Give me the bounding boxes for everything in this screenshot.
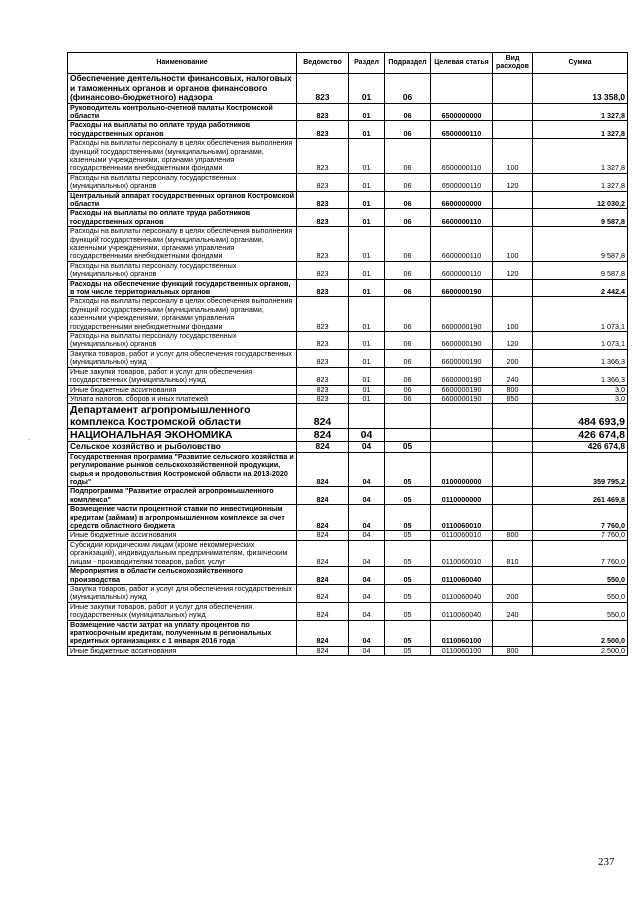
table-row xyxy=(68,620,628,646)
cell-sum: 550,0 xyxy=(533,602,628,620)
cell-sum: 1 366,3 xyxy=(533,367,628,385)
cell-dept: 823 xyxy=(297,367,349,385)
cell-section: 04 xyxy=(349,567,385,585)
cell-subsection: 06 xyxy=(385,385,431,394)
table-row xyxy=(68,121,628,139)
cell-section: 01 xyxy=(349,367,385,385)
cell-name: Иные бюджетные ассигнования xyxy=(68,646,297,655)
table-row xyxy=(68,297,628,332)
cell-sum: 13 358,0 xyxy=(533,74,628,104)
cell-subsection: 05 xyxy=(385,567,431,585)
cell-subsection: 06 xyxy=(385,332,431,350)
cell-subsection: 06 xyxy=(385,139,431,174)
cell-exp-type xyxy=(493,452,533,487)
cell-section: 01 xyxy=(349,139,385,174)
cell-name: Возмещение части затрат на уплату процентов по краткосрочным кредитам, полученным в региональных кредитных организациях с 1 января 2016 года xyxy=(68,620,297,646)
cell-sum: 9 587,8 xyxy=(533,227,628,262)
cell-subsection xyxy=(385,429,431,442)
cell-name: Расходы на выплаты персоналу государственных (муниципальных) органов xyxy=(68,173,297,191)
cell-subsection: 06 xyxy=(385,279,431,297)
cell-dept: 823 xyxy=(297,332,349,350)
cell-exp-type xyxy=(493,121,533,139)
cell-name: НАЦИОНАЛЬНАЯ ЭКОНОМИКА xyxy=(68,429,297,442)
cell-section: 01 xyxy=(349,349,385,367)
cell-name: Закупка товаров, работ и услуг для обеспечения государственных (муниципальных) нужд xyxy=(68,584,297,602)
cell-sum: 12 030,2 xyxy=(533,191,628,209)
table-row xyxy=(68,531,628,540)
cell-exp-type xyxy=(493,429,533,442)
cell-target: 0110060010 xyxy=(431,505,493,531)
cell-subsection: 06 xyxy=(385,227,431,262)
cell-sum: 1 366,3 xyxy=(533,349,628,367)
cell-subsection: 05 xyxy=(385,487,431,505)
cell-dept: 824 xyxy=(297,531,349,540)
cell-subsection: 06 xyxy=(385,191,431,209)
budget-table xyxy=(67,52,628,656)
cell-sum: 550,0 xyxy=(533,584,628,602)
cell-exp-type xyxy=(493,103,533,121)
cell-sum: 7 760,0 xyxy=(533,505,628,531)
cell-exp-type: 850 xyxy=(493,394,533,403)
cell-name: Расходы на выплаты персоналу в целях обеспечения выполнения функций государственными (муниципальными) органами, казенными учреждениями, органами управления государственными внебюджетными фондами xyxy=(68,139,297,174)
cell-target: 6500000000 xyxy=(431,103,493,121)
cell-section: 01 xyxy=(349,297,385,332)
cell-sum: 550,0 xyxy=(533,567,628,585)
cell-section: 01 xyxy=(349,173,385,191)
cell-target: 0110060040 xyxy=(431,567,493,585)
cell-section: 04 xyxy=(349,505,385,531)
cell-dept: 824 xyxy=(297,646,349,655)
cell-section: 04 xyxy=(349,452,385,487)
cell-sum: 426 674,8 xyxy=(533,429,628,442)
cell-dept: 824 xyxy=(297,540,349,566)
cell-dept: 824 xyxy=(297,602,349,620)
table-row xyxy=(68,452,628,487)
cell-subsection: 06 xyxy=(385,261,431,279)
cell-dept: 823 xyxy=(297,74,349,104)
cell-subsection: 05 xyxy=(385,602,431,620)
cell-name: Уплата налогов, сборов и иных платежей xyxy=(68,394,297,403)
header-section: Раздел xyxy=(349,53,385,74)
cell-dept: 824 xyxy=(297,620,349,646)
cell-name: Закупка товаров, работ и услуг для обеспечения государственных (муниципальных) нужд xyxy=(68,349,297,367)
table-header xyxy=(68,53,628,74)
cell-sum: 1 073,1 xyxy=(533,297,628,332)
cell-dept: 824 xyxy=(297,452,349,487)
budget-table-page xyxy=(67,52,627,656)
cell-sum: 359 795,2 xyxy=(533,452,628,487)
cell-sum: 1 327,8 xyxy=(533,121,628,139)
cell-name: Расходы на выплаты персоналу в целях обеспечения выполнения функций государственными (муниципальными) органами, казенными учреждениями, органами управления государственными внебюджетными фондами xyxy=(68,227,297,262)
cell-exp-type xyxy=(493,620,533,646)
page-number: 237 xyxy=(598,856,615,868)
cell-name: Сельское хозяйство и рыболовство xyxy=(68,442,297,453)
cell-target: 6600000190 xyxy=(431,349,493,367)
cell-dept: 824 xyxy=(297,429,349,442)
cell-section: 01 xyxy=(349,279,385,297)
header-target: Целевая статья xyxy=(431,53,493,74)
cell-section: 01 xyxy=(349,227,385,262)
cell-exp-type xyxy=(493,209,533,227)
cell-section: 04 xyxy=(349,531,385,540)
cell-name: Мероприятия в области сельскохозяйственного производства xyxy=(68,567,297,585)
cell-sum: 2 500,0 xyxy=(533,646,628,655)
cell-dept: 823 xyxy=(297,121,349,139)
cell-target: 0110060100 xyxy=(431,620,493,646)
table-row xyxy=(68,139,628,174)
cell-exp-type: 240 xyxy=(493,367,533,385)
cell-sum: 261 469,8 xyxy=(533,487,628,505)
cell-sum: 1 327,8 xyxy=(533,139,628,174)
cell-sum: 3,0 xyxy=(533,385,628,394)
cell-target: 0110060010 xyxy=(431,531,493,540)
cell-name: Обеспечение деятельности финансовых, налоговых и таможенных органов и органов финансового (финансово-бюджетного) надзора xyxy=(68,74,297,104)
cell-target: 6600000190 xyxy=(431,332,493,350)
cell-exp-type: 800 xyxy=(493,531,533,540)
table-row xyxy=(68,505,628,531)
cell-section: 01 xyxy=(349,103,385,121)
table-row xyxy=(68,74,628,104)
cell-sum: 9 587,8 xyxy=(533,261,628,279)
cell-target xyxy=(431,442,493,453)
header-exp-type: Вид расходов xyxy=(493,53,533,74)
table-row xyxy=(68,584,628,602)
table-row xyxy=(68,646,628,655)
cell-exp-type xyxy=(493,505,533,531)
cell-dept: 824 xyxy=(297,567,349,585)
cell-exp-type: 800 xyxy=(493,646,533,655)
table-body xyxy=(68,74,628,656)
table-row xyxy=(68,332,628,350)
cell-target: 6600000110 xyxy=(431,209,493,227)
cell-subsection: 05 xyxy=(385,540,431,566)
cell-section: 04 xyxy=(349,602,385,620)
cell-section: 01 xyxy=(349,332,385,350)
cell-dept: 824 xyxy=(297,487,349,505)
cell-target: 6600000190 xyxy=(431,279,493,297)
cell-sum: 2 442,4 xyxy=(533,279,628,297)
cell-name: Расходы на выплаты персоналу в целях обеспечения выполнения функций государственными (муниципальными) органами, казенными учреждениями, органами управления государственными внебюджетными фондами xyxy=(68,297,297,332)
cell-target: 6500000110 xyxy=(431,139,493,174)
cell-target: 6600000190 xyxy=(431,385,493,394)
table-row xyxy=(68,279,628,297)
cell-subsection: 06 xyxy=(385,121,431,139)
cell-sum: 484 693,9 xyxy=(533,404,628,429)
cell-sum: 7 760,0 xyxy=(533,540,628,566)
table-row xyxy=(68,227,628,262)
cell-exp-type xyxy=(493,74,533,104)
cell-target: 0100000000 xyxy=(431,452,493,487)
cell-section: 01 xyxy=(349,191,385,209)
cell-sum: 1 073,1 xyxy=(533,332,628,350)
cell-section: 04 xyxy=(349,442,385,453)
cell-section: 04 xyxy=(349,487,385,505)
table-row xyxy=(68,385,628,394)
cell-target: 0110060100 xyxy=(431,646,493,655)
cell-section: 01 xyxy=(349,385,385,394)
cell-subsection: 05 xyxy=(385,584,431,602)
cell-name: Расходы на выплаты персоналу государственных (муниципальных) органов xyxy=(68,332,297,350)
cell-dept: 823 xyxy=(297,139,349,174)
cell-subsection: 05 xyxy=(385,620,431,646)
cell-target: 6600000110 xyxy=(431,261,493,279)
cell-exp-type xyxy=(493,567,533,585)
cell-name: Субсидии юридическим лицам (кроме некоммерческих организаций), индивидуальным предпринимателям, физическим лицам - производителям товаров, работ, услуг xyxy=(68,540,297,566)
table-row xyxy=(68,540,628,566)
cell-name: Государственная программа "Развитие сельского хозяйства и регулирование рынков сельскохозяйственной продукции, сырья и продовольствия Костромской области на 2013-2020 годы" xyxy=(68,452,297,487)
cell-dept: 823 xyxy=(297,279,349,297)
cell-dept: 824 xyxy=(297,442,349,453)
cell-section: 04 xyxy=(349,584,385,602)
cell-target: 0110060040 xyxy=(431,584,493,602)
table-row xyxy=(68,602,628,620)
cell-exp-type xyxy=(493,279,533,297)
cell-dept: 823 xyxy=(297,349,349,367)
cell-dept: 823 xyxy=(297,385,349,394)
cell-exp-type: 200 xyxy=(493,584,533,602)
cell-section xyxy=(349,404,385,429)
cell-name: Руководитель контрольно-счетной палаты Костромской области xyxy=(68,103,297,121)
cell-name: Расходы на выплаты персоналу государственных (муниципальных) органов xyxy=(68,261,297,279)
table-row xyxy=(68,367,628,385)
cell-dept: 823 xyxy=(297,103,349,121)
cell-sum: 7 760,0 xyxy=(533,531,628,540)
cell-dept: 823 xyxy=(297,394,349,403)
cell-exp-type xyxy=(493,487,533,505)
cell-dept: 824 xyxy=(297,584,349,602)
cell-exp-type: 120 xyxy=(493,261,533,279)
cell-name: Департамент агропромышленного комплекса Костромской области xyxy=(68,404,297,429)
cell-target xyxy=(431,429,493,442)
cell-subsection: 06 xyxy=(385,209,431,227)
header-dept: Ведомство xyxy=(297,53,349,74)
cell-dept: 824 xyxy=(297,505,349,531)
cell-section: 01 xyxy=(349,209,385,227)
cell-subsection: 06 xyxy=(385,394,431,403)
cell-exp-type: 240 xyxy=(493,602,533,620)
cell-subsection: 05 xyxy=(385,531,431,540)
table-row xyxy=(68,404,628,429)
table-row xyxy=(68,442,628,453)
cell-subsection: 06 xyxy=(385,74,431,104)
cell-target: 6600000110 xyxy=(431,227,493,262)
cell-section: 01 xyxy=(349,74,385,104)
cell-section: 04 xyxy=(349,540,385,566)
cell-name: Расходы на выплаты по оплате труда работников государственных органов xyxy=(68,209,297,227)
cell-target xyxy=(431,404,493,429)
cell-target: 6500000110 xyxy=(431,121,493,139)
cell-exp-type xyxy=(493,442,533,453)
cell-exp-type xyxy=(493,404,533,429)
table-row xyxy=(68,191,628,209)
cell-exp-type: 100 xyxy=(493,227,533,262)
cell-exp-type: 120 xyxy=(493,173,533,191)
cell-name: Иные закупки товаров, работ и услуг для обеспечения государственных (муниципальных) нужд xyxy=(68,367,297,385)
cell-name: Иные бюджетные ассигнования xyxy=(68,385,297,394)
cell-dept: 823 xyxy=(297,173,349,191)
cell-subsection: 06 xyxy=(385,297,431,332)
table-row xyxy=(68,209,628,227)
cell-subsection: 06 xyxy=(385,349,431,367)
cell-subsection: 05 xyxy=(385,505,431,531)
cell-dept: 823 xyxy=(297,191,349,209)
cell-section: 01 xyxy=(349,121,385,139)
cell-name: Центральный аппарат государственных органов Костромской области xyxy=(68,191,297,209)
table-row xyxy=(68,429,628,442)
cell-subsection: 06 xyxy=(385,367,431,385)
cell-exp-type: 810 xyxy=(493,540,533,566)
header-sum: Сумма xyxy=(533,53,628,74)
cell-subsection: 06 xyxy=(385,173,431,191)
cell-sum: 426 674,8 xyxy=(533,442,628,453)
cell-name: Подпрограмма "Развитие отраслей агропромышленного комплекса" xyxy=(68,487,297,505)
cell-target: 6600000000 xyxy=(431,191,493,209)
table-row xyxy=(68,487,628,505)
margin-dash-mark: - xyxy=(28,437,31,444)
cell-target: 6500000110 xyxy=(431,173,493,191)
cell-dept: 823 xyxy=(297,261,349,279)
cell-subsection: 05 xyxy=(385,452,431,487)
cell-name: Иные бюджетные ассигнования xyxy=(68,531,297,540)
cell-sum: 9 587,8 xyxy=(533,209,628,227)
header-name: Наименование xyxy=(68,53,297,74)
cell-dept: 823 xyxy=(297,297,349,332)
cell-subsection: 06 xyxy=(385,103,431,121)
cell-section: 04 xyxy=(349,646,385,655)
cell-name: Расходы на обеспечение функций государственных органов, в том числе территориальных органов xyxy=(68,279,297,297)
cell-dept: 823 xyxy=(297,227,349,262)
cell-dept: 823 xyxy=(297,209,349,227)
table-row xyxy=(68,394,628,403)
cell-exp-type xyxy=(493,191,533,209)
header-subsection: Подраздел xyxy=(385,53,431,74)
cell-subsection: 05 xyxy=(385,646,431,655)
table-row xyxy=(68,103,628,121)
cell-subsection xyxy=(385,404,431,429)
cell-name: Возмещение части процентной ставки по инвестиционным кредитам (займам) в агропромышленном комплексе за счет средств областного бюджета xyxy=(68,505,297,531)
cell-exp-type: 200 xyxy=(493,349,533,367)
table-row xyxy=(68,173,628,191)
cell-section: 01 xyxy=(349,394,385,403)
cell-target xyxy=(431,74,493,104)
cell-dept: 824 xyxy=(297,404,349,429)
cell-sum: 1 327,8 xyxy=(533,173,628,191)
cell-target: 6600000190 xyxy=(431,297,493,332)
cell-target: 6600000190 xyxy=(431,367,493,385)
cell-sum: 2 500,0 xyxy=(533,620,628,646)
cell-section: 01 xyxy=(349,261,385,279)
table-row xyxy=(68,567,628,585)
cell-target: 0110060040 xyxy=(431,602,493,620)
table-row xyxy=(68,261,628,279)
cell-exp-type: 100 xyxy=(493,297,533,332)
cell-exp-type: 120 xyxy=(493,332,533,350)
table-row xyxy=(68,349,628,367)
cell-target: 0110000000 xyxy=(431,487,493,505)
cell-exp-type: 100 xyxy=(493,139,533,174)
cell-exp-type: 800 xyxy=(493,385,533,394)
cell-name: Расходы на выплаты по оплате труда работников государственных органов xyxy=(68,121,297,139)
cell-sum: 3,0 xyxy=(533,394,628,403)
cell-section: 04 xyxy=(349,429,385,442)
cell-name: Иные закупки товаров, работ и услуг для обеспечения государственных (муниципальных) нужд xyxy=(68,602,297,620)
cell-section: 04 xyxy=(349,620,385,646)
cell-target: 0110060010 xyxy=(431,540,493,566)
cell-sum: 1 327,8 xyxy=(533,103,628,121)
cell-target: 6600000190 xyxy=(431,394,493,403)
cell-subsection: 05 xyxy=(385,442,431,453)
